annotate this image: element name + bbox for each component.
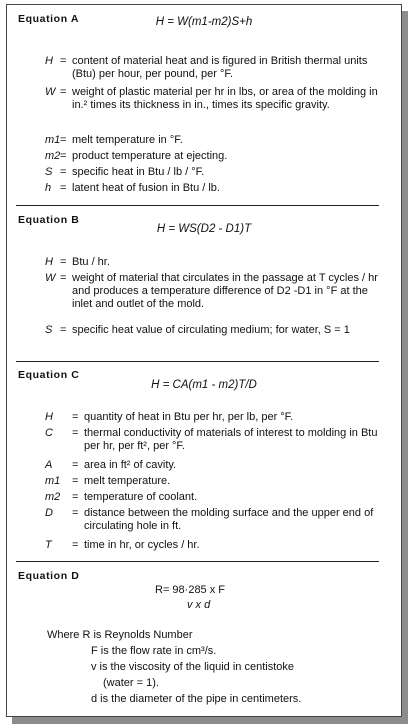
section-divider xyxy=(16,561,379,562)
where-line: (water = 1). xyxy=(103,677,159,689)
section-divider xyxy=(16,361,379,362)
section-divider xyxy=(16,205,379,206)
equation-b-title: Equation B xyxy=(18,214,80,226)
where-text: Where R is Reynolds Number xyxy=(47,629,193,641)
equation-a-title: Equation A xyxy=(18,13,80,25)
equation-d-title: Equation D xyxy=(18,570,80,582)
equation-b-formula: H = WS(D2 - D1)T xyxy=(156,223,252,235)
equation-a-formula: H = W(m1-m2)S+h xyxy=(155,16,253,28)
equations-sheet: Equation A H = W(m1-m2)S+h H = content of material heat and is figured in British thermal units (Btu) per hour, per pound, per °F. W = weight of plastic material per hr in lbs, or area of the molding in in.² times its thickness in in., times its specific gravity. m1 = melt temperature in °F. m2 = product temperature at ejecting. S = specific heat in Btu / lb / °F. h = latent heat of fusion in Btu / lb. Equation B H = WS(D2 - D1)T H = Btu / hr. W = weight of material that circulates in the passage at T cycles / hr and produces a temperature difference of D2 -D1 in °F at the inlet and outlet of the mold. S = specific heat value of circulating medium; for water, S = 1 Equation C H = CA(m1 - m2)T/D H = quantity of heat in Btu per hr, per lb, per °F. C = thermal conductivity of materials of interest to molding in Btu per hr, per ft², per °F. A = area in ft² of cavity. m1 = melt temperature. m2 = temperature of coolant. D = distance between the molding surface and the upper end of circulating hole in ft. T = time in hr, or cycles / hr. Equation D R= 98·285 x F v x d Where R is Reynolds Number F is the flow rate in cm³/s. v is the viscosity of the liquid in centistoke (water = 1). d is the diameter of the pipe in centimeters. xyxy=(6,4,402,717)
reynolds-formula-denominator: v x d xyxy=(187,599,211,611)
equation-c-title: Equation C xyxy=(18,369,80,381)
where-line: d is the diameter of the pipe in centimeters. xyxy=(91,693,302,705)
where-line: F is the flow rate in cm³/s. xyxy=(91,645,217,657)
where-line: v is the viscosity of the liquid in centistoke xyxy=(91,661,294,673)
equation-c-formula: H = CA(m1 - m2)T/D xyxy=(151,379,257,391)
reynolds-formula-numerator: R= 98·285 x F xyxy=(155,584,226,596)
